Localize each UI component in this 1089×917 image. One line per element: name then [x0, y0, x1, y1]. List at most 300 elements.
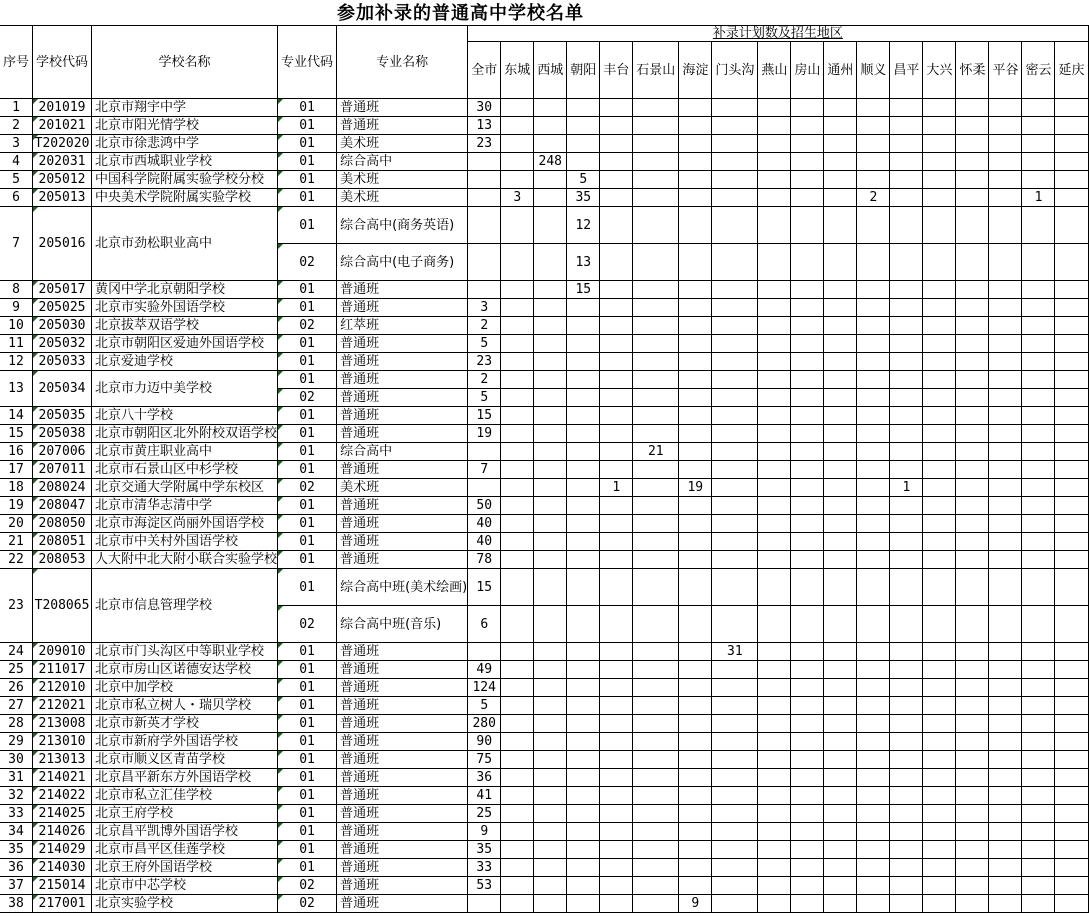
cell-plan-1[interactable]	[501, 661, 534, 679]
cell-school-code[interactable]: 201021	[33, 117, 92, 135]
cell-plan-14[interactable]	[956, 244, 989, 281]
cell-major-code[interactable]: 01	[278, 425, 337, 443]
cell-plan-7[interactable]	[712, 787, 758, 805]
cell-plan-11[interactable]: 2	[857, 189, 890, 207]
cell-plan-16[interactable]	[1022, 425, 1055, 443]
cell-major-code[interactable]: 01	[278, 569, 337, 606]
cell-plan-11[interactable]	[857, 299, 890, 317]
cell-plan-0[interactable]: 13	[468, 117, 501, 135]
cell-plan-4[interactable]: 1	[600, 479, 633, 497]
cell-plan-6[interactable]	[679, 515, 712, 533]
cell-plan-11[interactable]	[857, 751, 890, 769]
cell-plan-9[interactable]	[791, 515, 824, 533]
cell-school-name[interactable]: 人大附中北大附小联合实验学校	[92, 551, 278, 569]
cell-plan-14[interactable]	[956, 661, 989, 679]
cell-school-code[interactable]: 205025	[33, 299, 92, 317]
cell-plan-11[interactable]	[857, 153, 890, 171]
cell-plan-1[interactable]	[501, 461, 534, 479]
cell-seq[interactable]: 7	[0, 207, 33, 281]
cell-plan-1[interactable]	[501, 153, 534, 171]
cell-plan-11[interactable]	[857, 679, 890, 697]
cell-plan-0[interactable]	[468, 643, 501, 661]
cell-school-code[interactable]: 214030	[33, 859, 92, 877]
cell-plan-1[interactable]	[501, 479, 534, 497]
cell-plan-7[interactable]	[712, 569, 758, 606]
cell-plan-0[interactable]	[468, 895, 501, 913]
cell-plan-8[interactable]	[758, 371, 791, 389]
cell-plan-16[interactable]	[1022, 317, 1055, 335]
cell-plan-12[interactable]	[890, 661, 923, 679]
cell-plan-6[interactable]	[679, 569, 712, 606]
cell-plan-17[interactable]	[1055, 389, 1088, 407]
cell-plan-16[interactable]	[1022, 859, 1055, 877]
cell-plan-5[interactable]	[633, 787, 679, 805]
cell-major-name[interactable]: 普通班	[337, 389, 468, 407]
cell-plan-11[interactable]	[857, 733, 890, 751]
cell-plan-9[interactable]	[791, 443, 824, 461]
cell-plan-15[interactable]	[989, 281, 1022, 299]
cell-plan-12[interactable]	[890, 371, 923, 389]
cell-plan-17[interactable]	[1055, 461, 1088, 479]
cell-plan-10[interactable]	[824, 895, 857, 913]
cell-school-name[interactable]: 北京爱迪学校	[92, 353, 278, 371]
cell-school-name[interactable]: 北京市实验外国语学校	[92, 299, 278, 317]
cell-plan-4[interactable]	[600, 299, 633, 317]
cell-plan-5[interactable]	[633, 877, 679, 895]
cell-plan-10[interactable]	[824, 823, 857, 841]
cell-plan-1[interactable]	[501, 443, 534, 461]
cell-plan-9[interactable]	[791, 569, 824, 606]
cell-plan-15[interactable]	[989, 823, 1022, 841]
cell-plan-14[interactable]	[956, 117, 989, 135]
cell-plan-7[interactable]	[712, 769, 758, 787]
cell-major-name[interactable]: 普通班	[337, 697, 468, 715]
header-district-13[interactable]: 大兴	[923, 42, 956, 99]
cell-plan-14[interactable]	[956, 153, 989, 171]
cell-plan-12[interactable]	[890, 317, 923, 335]
cell-plan-14[interactable]	[956, 823, 989, 841]
cell-plan-8[interactable]	[758, 153, 791, 171]
cell-plan-14[interactable]	[956, 99, 989, 117]
cell-school-name[interactable]: 北京昌平新东方外国语学校	[92, 769, 278, 787]
cell-plan-13[interactable]	[923, 805, 956, 823]
cell-major-name[interactable]: 普通班	[337, 299, 468, 317]
cell-plan-2[interactable]	[534, 371, 567, 389]
cell-plan-5[interactable]	[633, 769, 679, 787]
cell-plan-16[interactable]	[1022, 733, 1055, 751]
header-district-4[interactable]: 丰台	[600, 42, 633, 99]
cell-plan-8[interactable]	[758, 787, 791, 805]
cell-plan-5[interactable]	[633, 171, 679, 189]
cell-seq[interactable]: 16	[0, 443, 33, 461]
cell-plan-4[interactable]	[600, 769, 633, 787]
cell-plan-1[interactable]	[501, 551, 534, 569]
cell-plan-13[interactable]	[923, 551, 956, 569]
cell-plan-11[interactable]	[857, 787, 890, 805]
cell-plan-11[interactable]	[857, 497, 890, 515]
cell-major-code[interactable]: 01	[278, 207, 337, 244]
cell-plan-10[interactable]	[824, 551, 857, 569]
cell-plan-2[interactable]	[534, 787, 567, 805]
cell-plan-5[interactable]	[633, 425, 679, 443]
cell-plan-1[interactable]: 3	[501, 189, 534, 207]
cell-major-code[interactable]: 01	[278, 135, 337, 153]
cell-plan-6[interactable]	[679, 643, 712, 661]
cell-plan-14[interactable]	[956, 805, 989, 823]
cell-major-name[interactable]: 普通班	[337, 643, 468, 661]
cell-school-name[interactable]: 中央美术学院附属实验学校	[92, 189, 278, 207]
cell-plan-14[interactable]	[956, 643, 989, 661]
cell-plan-12[interactable]	[890, 281, 923, 299]
cell-plan-15[interactable]	[989, 515, 1022, 533]
cell-plan-5[interactable]	[633, 479, 679, 497]
cell-major-code[interactable]: 01	[278, 643, 337, 661]
cell-plan-10[interactable]	[824, 533, 857, 551]
cell-plan-9[interactable]	[791, 733, 824, 751]
cell-plan-0[interactable]: 2	[468, 317, 501, 335]
cell-plan-6[interactable]	[679, 751, 712, 769]
cell-plan-1[interactable]	[501, 805, 534, 823]
cell-plan-13[interactable]	[923, 244, 956, 281]
cell-plan-5[interactable]	[633, 353, 679, 371]
cell-plan-7[interactable]	[712, 661, 758, 679]
cell-plan-16[interactable]	[1022, 389, 1055, 407]
cell-plan-3[interactable]: 5	[567, 171, 600, 189]
header-district-15[interactable]: 平谷	[989, 42, 1022, 99]
cell-plan-13[interactable]	[923, 135, 956, 153]
cell-plan-6[interactable]	[679, 371, 712, 389]
cell-plan-10[interactable]	[824, 99, 857, 117]
cell-plan-15[interactable]	[989, 661, 1022, 679]
cell-plan-16[interactable]	[1022, 551, 1055, 569]
cell-plan-13[interactable]	[923, 299, 956, 317]
cell-school-code[interactable]: 208051	[33, 533, 92, 551]
cell-plan-13[interactable]	[923, 751, 956, 769]
cell-plan-9[interactable]	[791, 697, 824, 715]
cell-plan-15[interactable]	[989, 299, 1022, 317]
cell-plan-11[interactable]	[857, 281, 890, 299]
cell-plan-1[interactable]	[501, 787, 534, 805]
cell-plan-17[interactable]	[1055, 317, 1088, 335]
cell-plan-14[interactable]	[956, 697, 989, 715]
cell-plan-2[interactable]	[534, 697, 567, 715]
cell-plan-3[interactable]	[567, 551, 600, 569]
cell-plan-8[interactable]	[758, 643, 791, 661]
cell-major-code[interactable]: 01	[278, 281, 337, 299]
cell-school-code[interactable]: 205034	[33, 371, 92, 407]
cell-plan-13[interactable]	[923, 371, 956, 389]
cell-plan-15[interactable]	[989, 389, 1022, 407]
cell-major-code[interactable]: 01	[278, 751, 337, 769]
cell-plan-1[interactable]	[501, 135, 534, 153]
cell-plan-4[interactable]	[600, 733, 633, 751]
cell-plan-15[interactable]	[989, 751, 1022, 769]
cell-plan-2[interactable]	[534, 207, 567, 244]
cell-plan-17[interactable]	[1055, 153, 1088, 171]
cell-plan-5[interactable]	[633, 371, 679, 389]
cell-plan-10[interactable]	[824, 787, 857, 805]
cell-major-code[interactable]: 01	[278, 335, 337, 353]
cell-plan-6[interactable]	[679, 171, 712, 189]
cell-plan-9[interactable]	[791, 299, 824, 317]
cell-plan-15[interactable]	[989, 733, 1022, 751]
cell-school-code[interactable]: 214021	[33, 769, 92, 787]
cell-seq[interactable]: 4	[0, 153, 33, 171]
cell-plan-16[interactable]	[1022, 643, 1055, 661]
cell-plan-6[interactable]	[679, 425, 712, 443]
cell-plan-4[interactable]	[600, 189, 633, 207]
cell-plan-9[interactable]	[791, 353, 824, 371]
cell-plan-1[interactable]	[501, 877, 534, 895]
cell-plan-10[interactable]	[824, 244, 857, 281]
cell-plan-15[interactable]	[989, 697, 1022, 715]
cell-major-name[interactable]: 美术班	[337, 189, 468, 207]
cell-plan-15[interactable]	[989, 877, 1022, 895]
cell-school-code[interactable]: 205030	[33, 317, 92, 335]
cell-plan-16[interactable]	[1022, 679, 1055, 697]
cell-plan-10[interactable]	[824, 281, 857, 299]
cell-plan-7[interactable]: 31	[712, 643, 758, 661]
cell-plan-4[interactable]	[600, 461, 633, 479]
cell-seq[interactable]: 23	[0, 569, 33, 643]
cell-plan-5[interactable]	[633, 135, 679, 153]
cell-plan-10[interactable]	[824, 661, 857, 679]
cell-plan-5[interactable]	[633, 679, 679, 697]
cell-school-code[interactable]: 205012	[33, 171, 92, 189]
cell-plan-16[interactable]	[1022, 335, 1055, 353]
cell-plan-3[interactable]	[567, 299, 600, 317]
cell-major-code[interactable]: 01	[278, 189, 337, 207]
cell-plan-17[interactable]	[1055, 371, 1088, 389]
cell-plan-2[interactable]	[534, 643, 567, 661]
cell-plan-16[interactable]	[1022, 153, 1055, 171]
cell-plan-15[interactable]	[989, 317, 1022, 335]
cell-plan-12[interactable]	[890, 787, 923, 805]
cell-school-name[interactable]: 北京交通大学附属中学东校区	[92, 479, 278, 497]
cell-plan-0[interactable]: 280	[468, 715, 501, 733]
cell-plan-5[interactable]	[633, 751, 679, 769]
cell-plan-17[interactable]	[1055, 99, 1088, 117]
cell-plan-6[interactable]	[679, 877, 712, 895]
cell-plan-10[interactable]	[824, 353, 857, 371]
cell-plan-2[interactable]	[534, 661, 567, 679]
cell-plan-12[interactable]	[890, 841, 923, 859]
cell-plan-17[interactable]	[1055, 805, 1088, 823]
cell-plan-0[interactable]: 33	[468, 859, 501, 877]
cell-plan-7[interactable]	[712, 353, 758, 371]
cell-plan-7[interactable]	[712, 335, 758, 353]
cell-plan-11[interactable]	[857, 317, 890, 335]
cell-plan-11[interactable]	[857, 697, 890, 715]
header-major-code[interactable]: 专业代码	[278, 26, 337, 99]
cell-school-code[interactable]: 205013	[33, 189, 92, 207]
cell-plan-12[interactable]	[890, 425, 923, 443]
cell-school-code[interactable]: 213010	[33, 733, 92, 751]
cell-plan-15[interactable]	[989, 425, 1022, 443]
cell-plan-6[interactable]	[679, 805, 712, 823]
cell-plan-1[interactable]	[501, 281, 534, 299]
cell-plan-2[interactable]	[534, 461, 567, 479]
cell-school-code[interactable]: 214025	[33, 805, 92, 823]
cell-plan-2[interactable]	[534, 425, 567, 443]
cell-plan-11[interactable]	[857, 425, 890, 443]
cell-plan-0[interactable]: 23	[468, 353, 501, 371]
cell-plan-12[interactable]	[890, 99, 923, 117]
cell-plan-9[interactable]	[791, 643, 824, 661]
cell-plan-14[interactable]	[956, 335, 989, 353]
cell-plan-13[interactable]	[923, 697, 956, 715]
cell-school-name[interactable]: 北京实验学校	[92, 895, 278, 913]
cell-major-code[interactable]: 01	[278, 679, 337, 697]
cell-plan-7[interactable]	[712, 733, 758, 751]
cell-plan-6[interactable]	[679, 153, 712, 171]
cell-plan-12[interactable]	[890, 643, 923, 661]
cell-plan-3[interactable]	[567, 117, 600, 135]
cell-plan-17[interactable]	[1055, 643, 1088, 661]
cell-plan-10[interactable]	[824, 515, 857, 533]
cell-plan-13[interactable]	[923, 207, 956, 244]
cell-plan-1[interactable]	[501, 425, 534, 443]
cell-major-code[interactable]: 01	[278, 371, 337, 389]
cell-plan-17[interactable]	[1055, 569, 1088, 606]
cell-plan-11[interactable]	[857, 769, 890, 787]
cell-seq[interactable]: 35	[0, 841, 33, 859]
cell-plan-4[interactable]	[600, 515, 633, 533]
cell-plan-13[interactable]	[923, 679, 956, 697]
cell-major-code[interactable]: 01	[278, 697, 337, 715]
cell-plan-0[interactable]: 30	[468, 99, 501, 117]
header-seq[interactable]: 序号	[0, 26, 33, 99]
cell-seq[interactable]: 26	[0, 679, 33, 697]
cell-plan-14[interactable]	[956, 171, 989, 189]
cell-plan-10[interactable]	[824, 443, 857, 461]
cell-plan-13[interactable]	[923, 281, 956, 299]
cell-plan-11[interactable]	[857, 841, 890, 859]
cell-plan-3[interactable]	[567, 859, 600, 877]
cell-major-name[interactable]: 普通班	[337, 751, 468, 769]
cell-plan-6[interactable]	[679, 407, 712, 425]
cell-plan-10[interactable]	[824, 497, 857, 515]
cell-school-code[interactable]: 208050	[33, 515, 92, 533]
cell-plan-2[interactable]	[534, 715, 567, 733]
cell-plan-12[interactable]	[890, 823, 923, 841]
cell-school-name[interactable]: 北京王府学校	[92, 805, 278, 823]
cell-plan-12[interactable]	[890, 679, 923, 697]
cell-plan-9[interactable]	[791, 769, 824, 787]
cell-plan-11[interactable]	[857, 479, 890, 497]
cell-plan-17[interactable]	[1055, 425, 1088, 443]
cell-plan-8[interactable]	[758, 661, 791, 679]
cell-plan-15[interactable]	[989, 207, 1022, 244]
cell-plan-12[interactable]	[890, 335, 923, 353]
cell-plan-6[interactable]	[679, 461, 712, 479]
cell-plan-15[interactable]	[989, 371, 1022, 389]
cell-plan-13[interactable]	[923, 859, 956, 877]
cell-plan-14[interactable]	[956, 425, 989, 443]
cell-plan-4[interactable]	[600, 606, 633, 643]
header-district-8[interactable]: 燕山	[758, 42, 791, 99]
cell-plan-0[interactable]: 5	[468, 697, 501, 715]
cell-plan-5[interactable]	[633, 805, 679, 823]
cell-plan-17[interactable]	[1055, 823, 1088, 841]
cell-plan-4[interactable]	[600, 823, 633, 841]
cell-seq[interactable]: 10	[0, 317, 33, 335]
cell-seq[interactable]: 20	[0, 515, 33, 533]
cell-major-name[interactable]: 普通班	[337, 787, 468, 805]
cell-plan-2[interactable]	[534, 569, 567, 606]
cell-major-code[interactable]: 01	[278, 733, 337, 751]
cell-plan-2[interactable]	[534, 479, 567, 497]
cell-plan-8[interactable]	[758, 823, 791, 841]
cell-plan-5[interactable]	[633, 117, 679, 135]
header-district-7[interactable]: 门头沟	[712, 42, 758, 99]
cell-plan-6[interactable]	[679, 823, 712, 841]
cell-school-code[interactable]: 207011	[33, 461, 92, 479]
cell-plan-16[interactable]	[1022, 515, 1055, 533]
header-major-name[interactable]: 专业名称	[337, 26, 468, 99]
cell-plan-5[interactable]	[633, 841, 679, 859]
cell-plan-2[interactable]: 248	[534, 153, 567, 171]
cell-plan-1[interactable]	[501, 606, 534, 643]
cell-plan-14[interactable]	[956, 769, 989, 787]
cell-plan-0[interactable]: 41	[468, 787, 501, 805]
cell-school-code[interactable]: 213013	[33, 751, 92, 769]
cell-plan-2[interactable]	[534, 679, 567, 697]
cell-major-name[interactable]: 普通班	[337, 117, 468, 135]
cell-plan-8[interactable]	[758, 569, 791, 606]
cell-plan-7[interactable]	[712, 299, 758, 317]
cell-plan-12[interactable]	[890, 443, 923, 461]
cell-plan-11[interactable]	[857, 533, 890, 551]
cell-plan-6[interactable]	[679, 389, 712, 407]
header-district-17[interactable]: 延庆	[1055, 42, 1088, 99]
cell-plan-13[interactable]	[923, 317, 956, 335]
cell-plan-15[interactable]	[989, 117, 1022, 135]
cell-plan-9[interactable]	[791, 135, 824, 153]
cell-plan-16[interactable]	[1022, 407, 1055, 425]
cell-plan-13[interactable]	[923, 389, 956, 407]
cell-seq[interactable]: 18	[0, 479, 33, 497]
cell-school-code[interactable]: 201019	[33, 99, 92, 117]
cell-school-name[interactable]: 北京王府外国语学校	[92, 859, 278, 877]
cell-plan-14[interactable]	[956, 877, 989, 895]
cell-plan-4[interactable]	[600, 443, 633, 461]
cell-plan-16[interactable]	[1022, 371, 1055, 389]
cell-plan-8[interactable]	[758, 171, 791, 189]
cell-plan-3[interactable]	[567, 479, 600, 497]
cell-plan-5[interactable]	[633, 407, 679, 425]
cell-plan-6[interactable]	[679, 353, 712, 371]
cell-major-name[interactable]: 普通班	[337, 335, 468, 353]
cell-major-code[interactable]: 02	[278, 317, 337, 335]
cell-plan-12[interactable]	[890, 805, 923, 823]
cell-school-name[interactable]: 北京八十学校	[92, 407, 278, 425]
cell-plan-13[interactable]	[923, 117, 956, 135]
cell-plan-8[interactable]	[758, 877, 791, 895]
cell-plan-14[interactable]	[956, 859, 989, 877]
cell-plan-2[interactable]	[534, 751, 567, 769]
cell-plan-0[interactable]	[468, 479, 501, 497]
cell-plan-16[interactable]	[1022, 135, 1055, 153]
cell-school-name[interactable]: 北京拔萃双语学校	[92, 317, 278, 335]
cell-plan-10[interactable]	[824, 479, 857, 497]
cell-plan-5[interactable]	[633, 335, 679, 353]
cell-plan-12[interactable]	[890, 715, 923, 733]
cell-major-code[interactable]: 01	[278, 715, 337, 733]
cell-plan-0[interactable]	[468, 443, 501, 461]
cell-plan-7[interactable]	[712, 479, 758, 497]
cell-plan-8[interactable]	[758, 389, 791, 407]
